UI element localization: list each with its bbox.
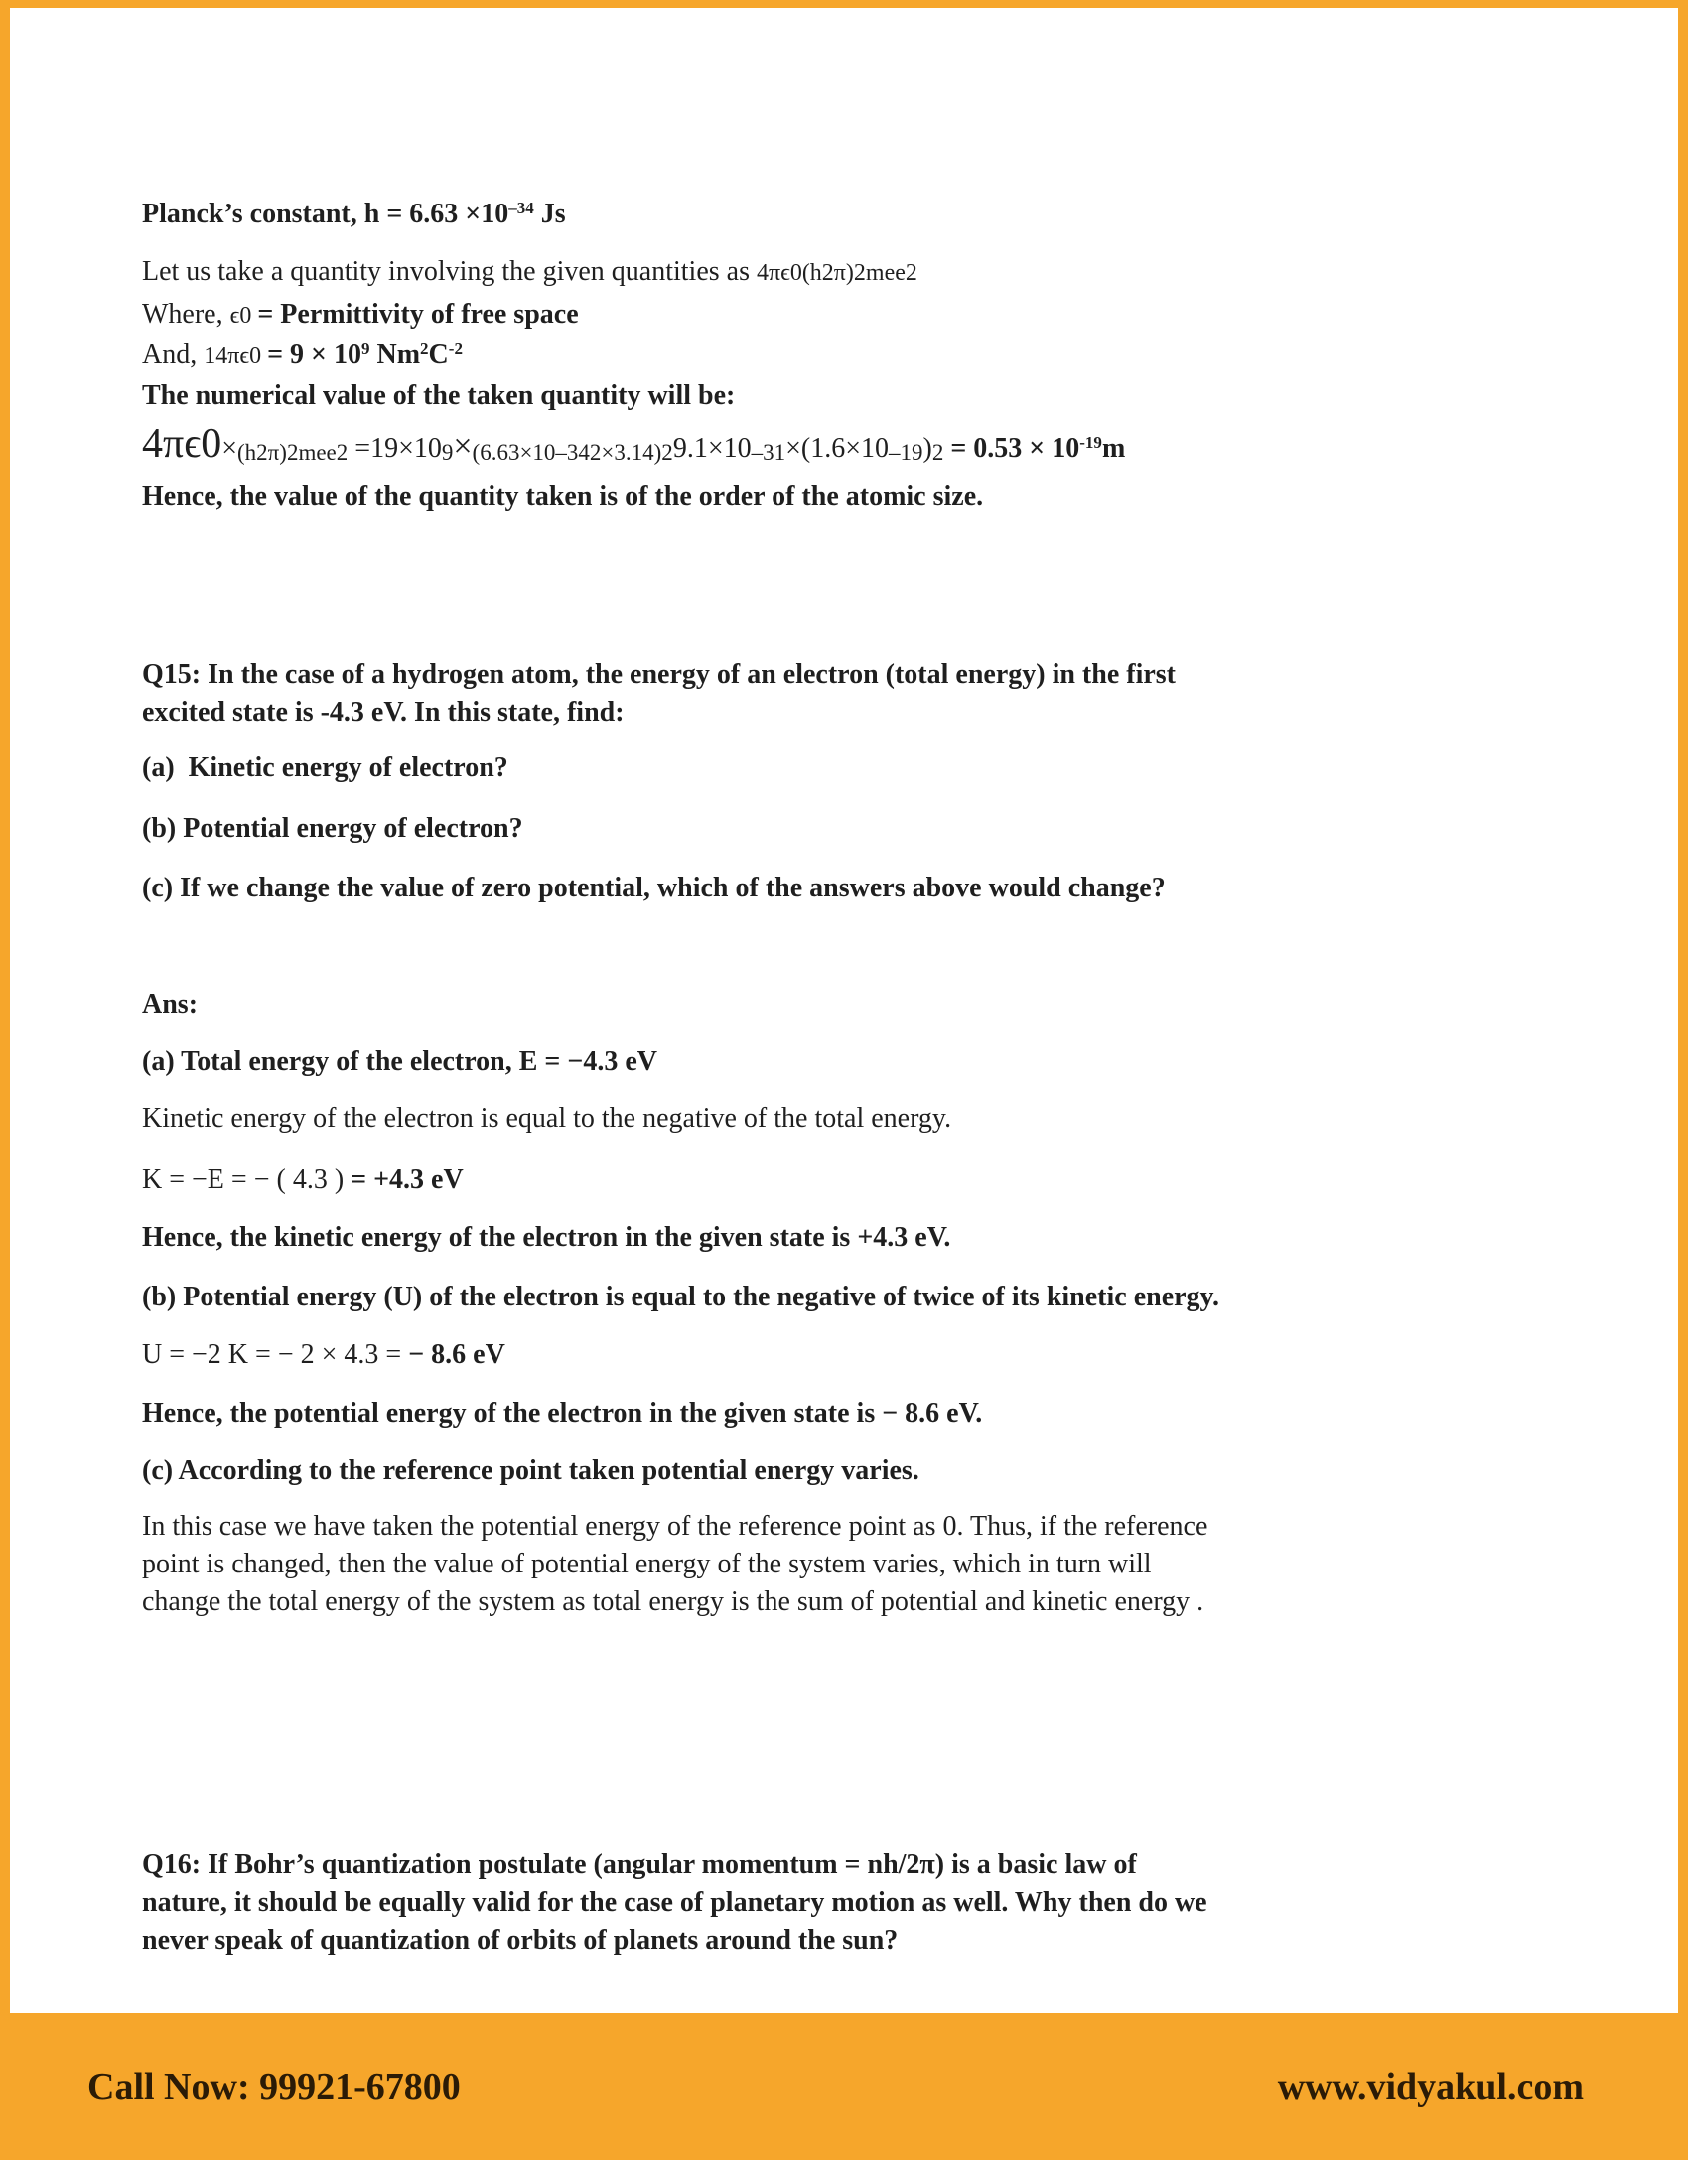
answer-b-heading: (b) Potential energy (U) of the electron is equal to the negative of twice of its kinetic energy. xyxy=(142,1282,1220,1312)
planck-exponent: –34 xyxy=(508,199,534,217)
question-16-line-2: nature, it should be equally valid for the case of planetary motion as well. Why then do we xyxy=(142,1887,1207,1918)
answer-c-heading: (c) According to the reference point taken potential energy varies. xyxy=(142,1455,919,1486)
page-border-right xyxy=(1678,0,1688,2013)
formula-sub-1: (h2π)2mee2 xyxy=(237,440,349,465)
question-16-line-1: Q16: If Bohr’s quantization postulate (angular momentum = nh/2π) is a basic law of xyxy=(142,1849,1137,1880)
coulomb-unit-nm: Nm xyxy=(369,340,421,370)
planck-text: Planck’s constant, h = 6.63 ×10 xyxy=(142,199,509,229)
answer-c-line-1: In this case we have taken the potential energy of the reference point as 0. Thus, if the reference xyxy=(142,1511,1208,1542)
answer-a-heading: (a) Total energy of the electron, E = −4.3 eV xyxy=(142,1046,657,1077)
coulomb-constant-symbol: 14πϵ0 xyxy=(204,343,268,369)
question-15-part-b: (b) Potential energy of electron? xyxy=(142,813,523,844)
where-line xyxy=(142,295,1334,336)
coulomb-exp-2: 2 xyxy=(420,340,429,358)
formula-times-2: × xyxy=(453,428,473,465)
and-line xyxy=(142,336,1334,376)
main-formula-line xyxy=(142,421,1334,473)
quantity-formula: 4πϵ0(h2π)2mee2 xyxy=(756,260,917,286)
planck-unit: Js xyxy=(533,199,566,229)
kinetic-energy-equation xyxy=(142,1160,1334,1200)
formula-term-4: ) xyxy=(922,433,932,464)
question-15-part-c: (c) If we change the value of zero potential, which of the answers above would change? xyxy=(142,873,1166,903)
hence-potential-line: Hence, the potential energy of the electron in the given state is − 8.6 eV. xyxy=(142,1398,983,1429)
question-15 xyxy=(142,656,1334,732)
footer-website: www.vidyakul.com xyxy=(1277,2066,1584,2108)
potential-equation-result: − 8.6 eV xyxy=(408,1339,505,1370)
formula-sub-2: 9 xyxy=(441,440,454,465)
answer-a-body: Kinetic energy of the electron is equal to the negative of the total energy. xyxy=(142,1103,952,1134)
answer-c-paragraph xyxy=(142,1508,1334,1621)
formula-sub-3: (6.63×10–342×3.14)2 xyxy=(472,440,673,465)
question-15-line-2: excited state is -4.3 eV. In this state, find: xyxy=(142,697,625,728)
quantity-intro-line xyxy=(142,252,1334,293)
answer-c-line-2: point is changed, then the value of potential energy of the system varies, which in turn will xyxy=(142,1549,1152,1579)
page-border-left xyxy=(0,0,10,2013)
epsilon-symbol: ϵ0 xyxy=(229,303,258,329)
kinetic-equation-normal: K = −E = − ( 4.3 ) xyxy=(142,1164,352,1195)
planck-constant-line xyxy=(142,195,1334,234)
hence-kinetic-line: Hence, the kinetic energy of the electron in the given state is +4.3 eV. xyxy=(142,1222,951,1253)
numerical-value-line: The numerical value of the taken quantity will be: xyxy=(142,380,736,411)
coulomb-unit-c: C xyxy=(428,340,449,370)
question-15-line-1: Q15: In the case of a hydrogen atom, the energy of an electron (total energy) in the first xyxy=(142,659,1177,690)
potential-equation-normal: U = −2 K = − 2 × 4.3 = xyxy=(142,1339,409,1370)
where-text: Where, xyxy=(142,299,230,330)
formula-sub-5: –19 xyxy=(889,440,923,465)
answer-label: Ans: xyxy=(142,989,199,1020)
formula-times-1: × xyxy=(221,433,238,464)
question-16-line-3: never speak of quantization of orbits of planets around the sun? xyxy=(142,1925,899,1956)
formula-result-exponent: -19 xyxy=(1079,433,1102,452)
and-text: And, xyxy=(142,340,205,370)
formula-result-unit: m xyxy=(1101,433,1126,464)
coulomb-exp-9: 9 xyxy=(361,340,370,358)
coulomb-exp-neg2: -2 xyxy=(448,340,463,358)
formula-term-3: ×(1.6×10 xyxy=(785,433,890,464)
potential-energy-equation xyxy=(142,1335,1334,1375)
coulomb-value: = 9 × 10 xyxy=(267,340,361,370)
formula-term-2: 9.1×10 xyxy=(672,433,752,464)
question-16 xyxy=(142,1846,1334,1960)
hence-atomic-size-line: Hence, the value of the quantity taken is of the order of the atomic size. xyxy=(142,481,984,512)
formula-lead: 4πϵ0 xyxy=(142,421,222,467)
answer-c-line-3: change the total energy of the system as total energy is the sum of potential and kinetic energy . xyxy=(142,1586,1204,1617)
quantity-intro-text: Let us take a quantity involving the given quantities as xyxy=(142,256,757,287)
document-body xyxy=(142,0,1334,1960)
question-15-part-a: (a) Kinetic energy of electron? xyxy=(142,752,508,783)
kinetic-equation-result: = +4.3 eV xyxy=(351,1164,464,1195)
permittivity-definition: = Permittivity of free space xyxy=(257,299,579,330)
formula-sub-6: 2 xyxy=(931,440,944,465)
footer-bar xyxy=(0,2013,1688,2160)
formula-result: = 0.53 × 10 xyxy=(943,433,1080,464)
formula-sub-4: –31 xyxy=(751,440,786,465)
footer-phone: Call Now: 99921-67800 xyxy=(87,2066,461,2108)
formula-term-1: 19×10 xyxy=(370,433,442,464)
formula-equals: = xyxy=(348,433,371,464)
